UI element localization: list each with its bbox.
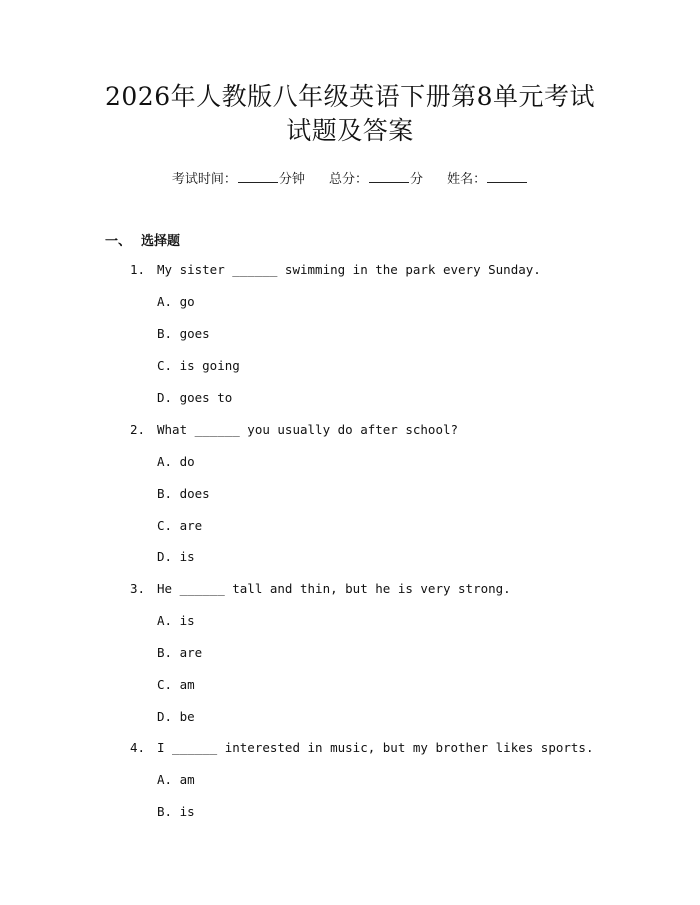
- question-number: 4.: [130, 740, 146, 755]
- question-number: 1.: [130, 262, 146, 277]
- question-text: He ______ tall and thin, but he is very strong.: [157, 581, 511, 596]
- question-1: [130, 262, 541, 277]
- question-text: My sister ______ swimming in the park every Sunday.: [157, 262, 541, 277]
- total-score-field: [329, 168, 423, 187]
- question-3-option-b: B. are: [157, 645, 203, 660]
- student-name-blank: [487, 170, 527, 183]
- question-2: [130, 422, 458, 437]
- page-title-continued: 试题及答案: [286, 116, 414, 145]
- student-name-field: [447, 168, 528, 187]
- question-text: I ______ interested in music, but my brother likes sports.: [157, 740, 594, 755]
- question-4-option-b: B. is: [157, 804, 195, 819]
- question-2-option-c: C. are: [157, 518, 203, 533]
- question-1-option-b: B. goes: [157, 326, 210, 341]
- section-heading: [105, 230, 180, 249]
- exam-info-line: [0, 168, 700, 187]
- total-score-unit: 分: [410, 172, 424, 187]
- question-1-option-c: C. is going: [157, 358, 240, 373]
- question-3-option-a: A. is: [157, 613, 195, 628]
- question-3: [130, 581, 511, 596]
- section-title: 选择题: [141, 234, 181, 249]
- total-score-blank: [369, 170, 409, 183]
- section-number: 一、: [105, 234, 132, 249]
- question-number: 2.: [130, 422, 146, 437]
- question-text: What ______ you usually do after school?: [157, 422, 459, 437]
- total-score-label: 总分：: [328, 172, 368, 187]
- student-name-label: 姓名：: [447, 172, 487, 187]
- question-2-option-d: D. is: [157, 549, 195, 564]
- exam-time-unit: 分钟: [278, 172, 305, 187]
- question-3-option-d: D. be: [157, 709, 195, 724]
- question-number: 3.: [130, 581, 146, 596]
- question-4-option-a: A. am: [157, 772, 195, 787]
- exam-time-blank: [238, 170, 278, 183]
- exam-time-field: [172, 168, 305, 187]
- question-3-option-c: C. am: [157, 677, 195, 692]
- question-4: [130, 740, 594, 755]
- question-2-option-a: A. do: [157, 454, 195, 469]
- question-2-option-b: B. does: [157, 486, 210, 501]
- page-title: 2026年人教版八年级英语下册第8单元考试: [104, 82, 596, 111]
- exam-time-label: 考试时间：: [171, 172, 237, 187]
- question-1-option-d: D. goes to: [157, 390, 233, 405]
- question-1-option-a: A. go: [157, 294, 195, 309]
